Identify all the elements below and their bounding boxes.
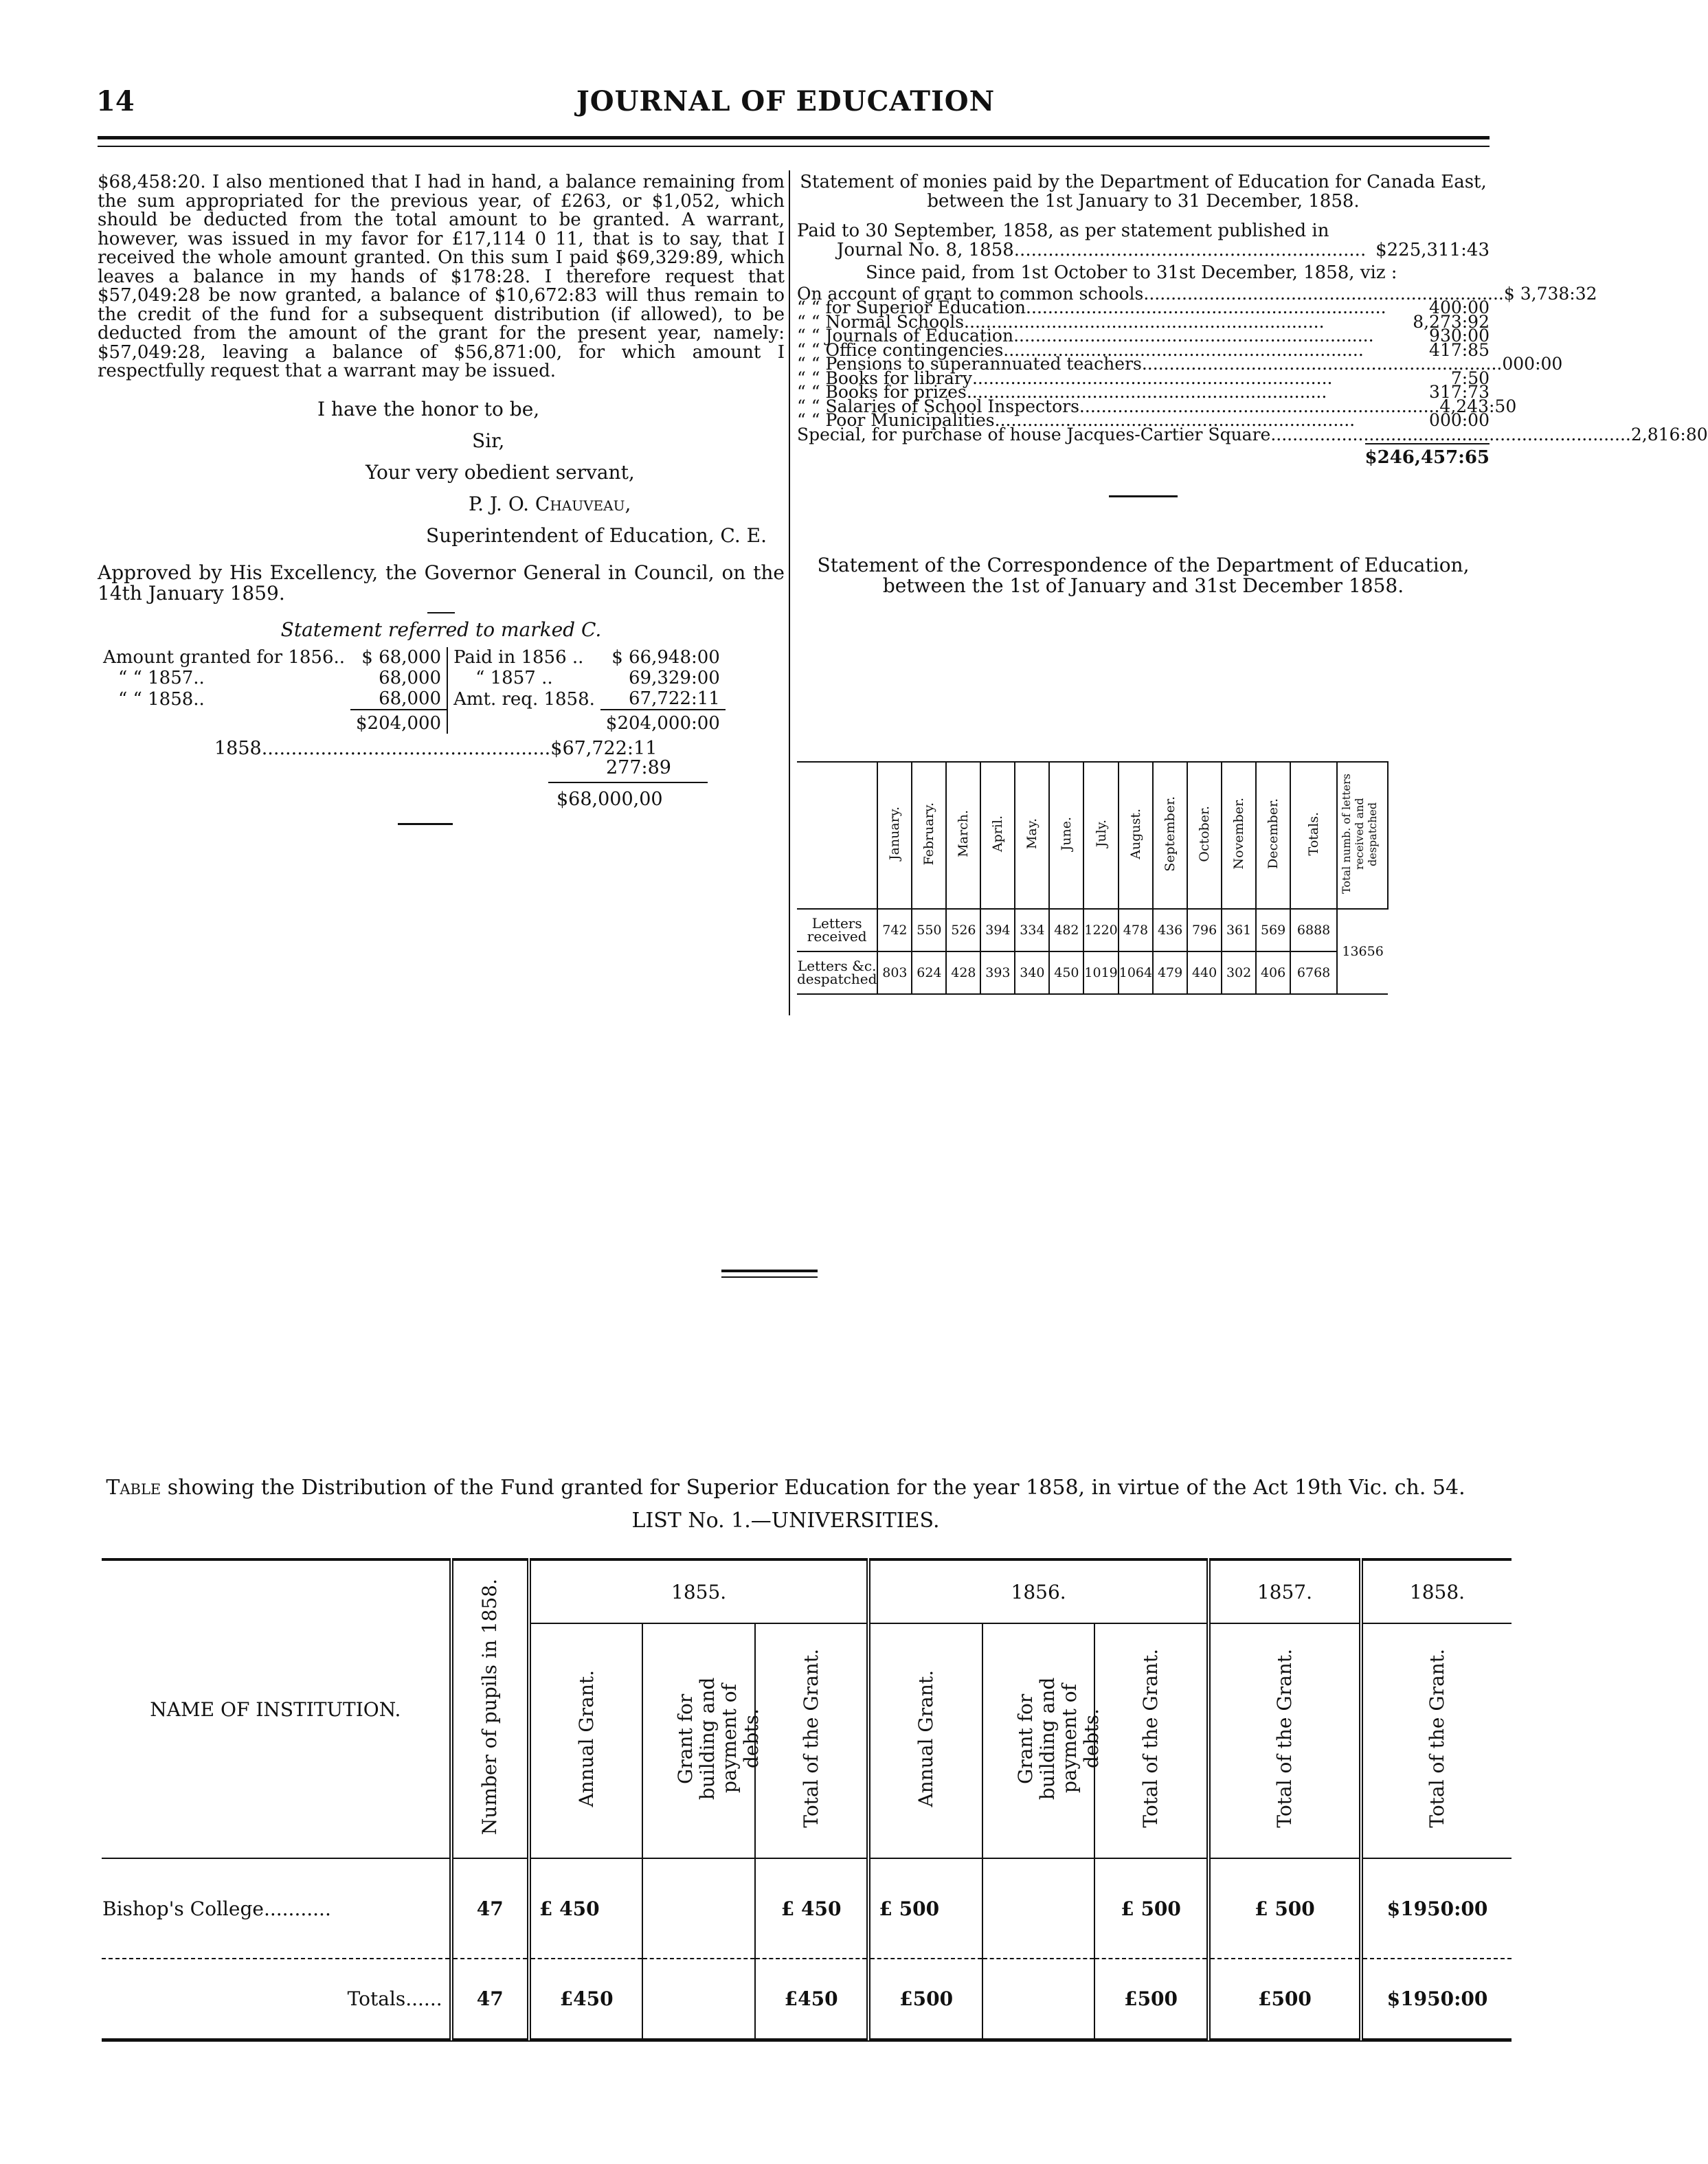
- cell: 361: [1222, 909, 1256, 951]
- corner-cell: [797, 762, 877, 909]
- monies-title: Statement of monies paid by the Department of Education for Canada East, between the 1st January to 31 December, 1858.: [800, 172, 1487, 212]
- cell: £500: [1094, 1959, 1209, 2040]
- signer-title: Superintendent of Education, C. E.: [426, 523, 767, 547]
- statement-c-left: [98, 647, 448, 734]
- cell: 340: [1015, 951, 1049, 994]
- monies-item: [797, 424, 1708, 444]
- cell: 796: [1187, 909, 1222, 951]
- monies-column: [797, 172, 1708, 597]
- month-header: [1083, 762, 1118, 909]
- table-totals-row: [102, 1959, 1512, 2040]
- month-header: [1049, 762, 1083, 909]
- cell: 68,000: [379, 668, 442, 688]
- cell: 436: [1153, 909, 1187, 951]
- item-amount: 417:85: [1429, 339, 1490, 360]
- month-label: May.: [1024, 818, 1040, 850]
- cell: £ 450: [529, 1858, 643, 1959]
- cell: [642, 1858, 754, 1959]
- month-header: [877, 762, 912, 909]
- cell: $ 66,948:00: [611, 647, 720, 668]
- item-label: “ “ Salaries of School Inspectors: [797, 396, 1079, 416]
- dot-leader: ..................................................................: [1026, 297, 1386, 317]
- cell: “ “ 1857..: [118, 668, 205, 688]
- month-label: April.: [990, 815, 1006, 853]
- month-header: [1256, 762, 1290, 909]
- month-label: February.: [921, 802, 937, 866]
- cell: 550: [912, 909, 946, 951]
- cell: 742: [877, 909, 912, 951]
- sub-building-1856: Grant for building and payment of debts.: [982, 1623, 1094, 1858]
- month-label: December.: [1266, 798, 1281, 869]
- cell: [982, 1959, 1094, 2040]
- cell: $1950:00: [1361, 1858, 1512, 1959]
- cell: £450: [755, 1959, 869, 2040]
- dot-leader: ..............................................................: [1013, 239, 1367, 260]
- title-prefix: Table: [106, 1476, 161, 1500]
- cell: 624: [912, 951, 946, 994]
- row-label: Letters &c. despatched: [797, 951, 877, 994]
- closing-line: Sir,: [472, 429, 505, 452]
- cell: £ 450: [755, 1858, 869, 1959]
- year-1858: 1858.: [1361, 1559, 1512, 1623]
- closing-line: Your very obedient servant,: [366, 460, 635, 484]
- letter-column: [98, 173, 785, 825]
- monies-total: $246,457:65: [1365, 443, 1490, 468]
- item-label: “ “ Journals of Education: [797, 326, 1014, 346]
- item-label: “ “ for Superior Education: [797, 297, 1026, 317]
- dot-leader: ..................................................................: [994, 410, 1356, 430]
- header-rule-thick: [98, 136, 1490, 139]
- table-row: [98, 710, 447, 734]
- paid-amount: $225,311:43: [1375, 239, 1490, 260]
- cell: $ 68,000: [361, 647, 442, 668]
- cell: 393: [980, 951, 1015, 994]
- statement-c-table: [98, 647, 785, 734]
- month-header: [1015, 762, 1049, 909]
- table-row: [98, 688, 447, 710]
- cell: 6768: [1290, 951, 1337, 994]
- cell: 569: [1256, 909, 1290, 951]
- table-row: [797, 909, 1388, 951]
- dot-leader: ..................................................................: [1003, 339, 1364, 360]
- table-row: [448, 710, 726, 734]
- pupils-cell: 47: [451, 1858, 529, 1959]
- month-header: [980, 762, 1015, 909]
- month-header: [946, 762, 980, 909]
- line-amount: $67,722:11: [550, 738, 658, 759]
- table-row: [102, 1858, 1512, 1959]
- monies-total-wrap: [797, 443, 1490, 468]
- sub-total-1856: Total of the Grant.: [1094, 1623, 1209, 1858]
- cell: 67,722:11: [629, 688, 720, 709]
- section-rule: [721, 1276, 818, 1278]
- month-label: Totals.: [1306, 811, 1322, 856]
- month-label: October.: [1197, 805, 1213, 862]
- universities-subtitle: LIST No. 1.—UNIVERSITIES.: [631, 1509, 940, 1533]
- cell: 394: [980, 909, 1015, 951]
- cell: Amt. req. 1858.: [453, 688, 595, 710]
- cell: 69,329:00: [629, 668, 720, 688]
- approval-text: Approved by His Excellency, the Governor General in Council, on the 14th January 1859.: [98, 561, 785, 605]
- month-label: June.: [1059, 816, 1075, 851]
- cell: $204,000: [350, 710, 447, 734]
- cell: [642, 1959, 754, 2040]
- month-label: September.: [1162, 796, 1178, 872]
- item-amount: 7:50: [1450, 368, 1490, 388]
- cell: “ 1857 ..: [475, 668, 553, 688]
- sub-total-1855: Total of the Grant.: [755, 1623, 869, 1858]
- row-label: Letters received: [797, 909, 877, 951]
- statement-c-title: Statement referred to marked C.: [280, 618, 602, 641]
- cell: 68,000: [379, 688, 442, 709]
- page-number: 14: [96, 85, 135, 117]
- title-text: showing the Distribution of the Fund granted for Superior Education for the year 1858, in virtue of the Act 19th Vic. ch. 54.: [167, 1476, 1465, 1500]
- item-amount: 4,243:50: [1439, 396, 1517, 416]
- cell: Paid in 1856 ..: [453, 647, 584, 668]
- cell: 450: [1049, 951, 1083, 994]
- line-label: 1858: [214, 738, 262, 759]
- cell: 526: [946, 909, 980, 951]
- institution-name: Bishop's College...........: [102, 1858, 451, 1959]
- correspondence-title: Statement of the Correspondence of the Department of Education, between the 1st of January and 31st December 1858.: [817, 553, 1470, 597]
- dot-leader: .................................................: [261, 738, 551, 759]
- cell: [982, 1858, 1094, 1959]
- item-amount: 2,816:80: [1630, 424, 1708, 444]
- item-amount: 400:00: [1429, 297, 1490, 317]
- item-label: On account of grant to common schools: [797, 283, 1144, 304]
- pupils-cell: 47: [451, 1959, 529, 2040]
- statement-c-1858: [98, 739, 785, 758]
- month-header: [1222, 762, 1256, 909]
- table-row: [98, 647, 447, 668]
- item-label: “ “ Office contingencies: [797, 339, 1004, 360]
- grand-total-cell: 13656: [1337, 909, 1388, 994]
- cell: £ 500: [1209, 1858, 1361, 1959]
- totals-label: Totals......: [347, 1987, 442, 2010]
- sub-annual-1855: Annual Grant.: [529, 1623, 643, 1858]
- sub-building-1855: Grant for building and payment of debts.: [642, 1623, 754, 1858]
- short-rule: [427, 612, 455, 613]
- dot-leader: ..................................................................: [964, 311, 1325, 332]
- dot-leader: ..................................................................: [1013, 326, 1374, 346]
- month-label: January.: [887, 807, 903, 861]
- dot-leader: ..................................................................: [966, 382, 1327, 402]
- cell: $204,000:00: [600, 710, 726, 734]
- year-1855: 1855.: [529, 1559, 868, 1623]
- month-header: [1187, 762, 1222, 909]
- table-header-row: [797, 762, 1388, 909]
- item-label: “ “ Poor Municipalities: [797, 410, 995, 430]
- signature: P. J. O. Chauveau,: [469, 492, 631, 515]
- item-amount: $ 3,738:32: [1503, 283, 1597, 304]
- cell: 1064: [1119, 951, 1153, 994]
- dot-leader: ..................................................................: [1141, 354, 1503, 374]
- sub-total-1857: Total of the Grant.: [1209, 1623, 1361, 1858]
- header-rule-thin: [98, 146, 1490, 147]
- item-label: “ “ Books for prizes: [797, 382, 967, 402]
- item-label: Special, for purchase of house Jacques-Cartier Square: [797, 424, 1271, 444]
- item-label: “ “ Books for library: [797, 368, 972, 388]
- monies-paid-row: [797, 241, 1490, 260]
- short-rule: [398, 823, 453, 825]
- item-amount: 8,273:92: [1413, 311, 1490, 332]
- month-header: [1119, 762, 1153, 909]
- letter-closing: [98, 394, 785, 552]
- col-name-header: NAME OF INSTITUTION.: [102, 1559, 451, 1858]
- year-1857: 1857.: [1209, 1559, 1361, 1623]
- item-amount: 930:00: [1429, 326, 1490, 346]
- section-rule: [721, 1270, 818, 1272]
- month-header: [1290, 762, 1337, 909]
- line-final: $68,000,00: [548, 782, 708, 809]
- paid-label: Journal No. 8, 1858: [837, 239, 1014, 260]
- dot-leader: ..................................................................: [1270, 424, 1631, 444]
- cell: 302: [1222, 951, 1256, 994]
- cell: “ “ 1858..: [118, 688, 205, 710]
- cell: 440: [1187, 951, 1222, 994]
- statement-c-right: [448, 647, 726, 734]
- item-amount: 317:73: [1429, 382, 1490, 402]
- month-header: [1153, 762, 1187, 909]
- cell: 334: [1015, 909, 1049, 951]
- monies-paid-line: Paid to 30 September, 1858, as per statement published in: [797, 221, 1329, 241]
- col-pupils-header: [451, 1559, 529, 1858]
- cell: 406: [1256, 951, 1290, 994]
- monies-since: Since paid, from 1st October to 31st December, 1858, viz :: [866, 262, 1397, 283]
- table-bottom-rule: [102, 2040, 1512, 2042]
- line-extra: 277:89: [606, 757, 671, 778]
- month-label: November.: [1231, 798, 1247, 870]
- dot-leader: ..................................................................: [971, 368, 1333, 388]
- dot-leader: ..................................................................: [1143, 283, 1504, 304]
- cell: 428: [946, 951, 980, 994]
- month-label: July.: [1093, 820, 1109, 848]
- sub-annual-1856: Annual Grant.: [868, 1623, 982, 1858]
- table-row: [448, 668, 726, 688]
- col-pupils-label: Number of pupils in 1858.: [478, 1578, 502, 1836]
- table-row: [797, 951, 1388, 994]
- cell: 479: [1153, 951, 1187, 994]
- cell: 6888: [1290, 909, 1337, 951]
- sub-total-1858: Total of the Grant.: [1361, 1623, 1512, 1858]
- month-header: [912, 762, 946, 909]
- table-header-row: [102, 1559, 1512, 1623]
- year-1856: 1856.: [868, 1559, 1208, 1623]
- closing-line: I have the honor to be,: [317, 397, 540, 420]
- month-label: August.: [1127, 808, 1143, 859]
- item-amount: 000:00: [1429, 410, 1490, 430]
- month-label: March.: [956, 810, 971, 857]
- cell: £500: [868, 1959, 982, 2040]
- universities-table: [102, 1558, 1512, 2041]
- cell: £ 500: [1094, 1858, 1209, 1959]
- cell: 1220: [1083, 909, 1118, 951]
- letter-paragraph: $68,458:20. I also mentioned that I had in hand, a balance remaining from the sum appropriated for the previous year, of £263, or $1,052, which should be deducted from the total amount to be granted. A warrant, however, was issued in my favor for £17,114 0 11, that is to say, that I received the whole amount granted. On this sum I paid $69,329:89, which leaves a balance in my hands of $178:28. I therefore request that $57,049:28 be now granted, a balance of $10,672:83 will thus remain to the credit of the fund for a subsequent distribution (if allowed), to be deducted from the amount of the grant for the present year, namely: $57,049:28, leaving a balance of $56,871:00, for which amount I respectfully request that a warrant may be issued.: [98, 172, 785, 381]
- table-row: [448, 688, 726, 710]
- item-amount: 000:00: [1502, 354, 1563, 374]
- cell: $1950:00: [1361, 1959, 1512, 2040]
- dot-leader: ..................................................................: [1079, 396, 1440, 416]
- cell: 1019: [1083, 951, 1118, 994]
- cell: £450: [529, 1959, 643, 2040]
- cell: Amount granted for 1856..: [103, 647, 346, 668]
- item-label: “ “ Normal Schools: [797, 311, 965, 332]
- cell: 803: [877, 951, 912, 994]
- grand-total-header: Total numb. of letters received and despatched: [1337, 762, 1388, 909]
- table-row: [98, 668, 447, 688]
- cell: 478: [1119, 909, 1153, 951]
- cell: 482: [1049, 909, 1083, 951]
- correspondence-table: [797, 761, 1389, 995]
- journal-title: JOURNAL OF EDUCATION: [576, 85, 996, 117]
- item-label: “ “ Pensions to superannuated teachers: [797, 354, 1142, 374]
- short-rule: [1109, 495, 1178, 497]
- universities-title: [0, 1476, 1571, 1500]
- monies-items: [797, 283, 1708, 444]
- column-divider: [789, 170, 790, 1015]
- cell: £ 500: [868, 1858, 982, 1959]
- table-row: [448, 647, 726, 668]
- cell: £500: [1209, 1959, 1361, 2040]
